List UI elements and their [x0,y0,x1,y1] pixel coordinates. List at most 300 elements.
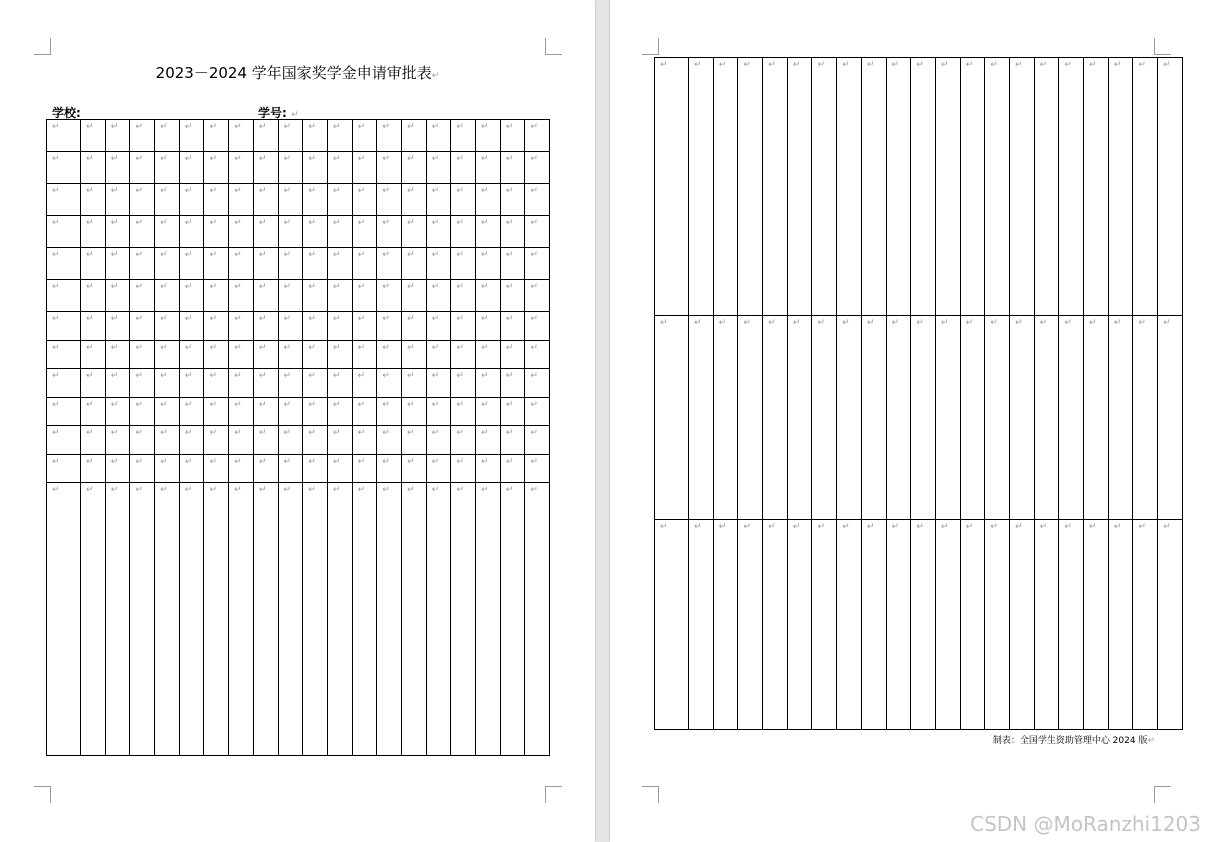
table-cell[interactable] [229,369,254,398]
table-cell[interactable] [105,152,130,184]
table-cell[interactable] [278,369,303,398]
table-cell[interactable] [47,397,81,426]
table-cell[interactable] [278,280,303,312]
table-cell[interactable] [253,280,278,312]
table-cell[interactable] [476,340,501,369]
table-cell[interactable] [985,58,1010,316]
table-cell[interactable] [500,397,525,426]
table-cell[interactable] [47,483,81,756]
table-cell[interactable] [130,280,155,312]
table-cell[interactable] [525,369,550,398]
table-cell[interactable] [155,248,180,280]
table-cell[interactable] [451,483,476,756]
table-cell[interactable] [204,426,229,455]
table-cell[interactable] [81,454,106,483]
table-cell[interactable] [155,397,180,426]
table-cell[interactable] [303,280,328,312]
table-cell[interactable] [47,216,81,248]
table-cell[interactable] [253,397,278,426]
table-cell[interactable] [47,184,81,216]
table-cell[interactable] [155,312,180,341]
table-cell[interactable] [352,184,377,216]
table-cell[interactable] [935,520,960,730]
table-cell[interactable] [451,120,476,152]
table-cell[interactable] [451,152,476,184]
table-cell[interactable] [1009,520,1034,730]
table-cell[interactable] [500,369,525,398]
table-cell[interactable] [327,454,352,483]
table-cell[interactable] [303,152,328,184]
table-cell[interactable] [525,216,550,248]
table-cell[interactable] [837,58,862,316]
table-cell[interactable] [352,312,377,341]
table-cell[interactable] [155,454,180,483]
table-cell[interactable] [401,483,426,756]
table-cell[interactable] [401,152,426,184]
table-cell[interactable] [204,216,229,248]
table-cell[interactable] [81,426,106,455]
table-cell[interactable] [303,369,328,398]
table-cell[interactable] [476,397,501,426]
table-cell[interactable] [278,426,303,455]
table-cell[interactable] [105,454,130,483]
table-cell[interactable] [451,340,476,369]
table-cell[interactable] [204,248,229,280]
table-cell[interactable] [81,312,106,341]
table-cell[interactable] [47,152,81,184]
table-cell[interactable] [738,58,763,316]
table-cell[interactable] [278,216,303,248]
table-cell[interactable] [451,397,476,426]
table-cell[interactable] [303,248,328,280]
table-cell[interactable] [426,184,451,216]
table-cell[interactable] [278,312,303,341]
table-cell[interactable] [377,397,402,426]
table-cell[interactable] [278,397,303,426]
table-cell[interactable] [327,426,352,455]
table-cell[interactable] [47,312,81,341]
table-cell[interactable] [985,316,1010,520]
table-cell[interactable] [303,483,328,756]
table-cell[interactable] [229,483,254,756]
table-cell[interactable] [738,520,763,730]
table-cell[interactable] [303,454,328,483]
table-cell[interactable] [130,397,155,426]
table-cell[interactable] [985,520,1010,730]
table-cell[interactable] [155,340,180,369]
table-cell[interactable] [500,426,525,455]
table-cell[interactable] [476,280,501,312]
table-cell[interactable] [179,454,204,483]
table-cell[interactable] [689,520,714,730]
table-cell[interactable] [911,58,936,316]
table-cell[interactable] [500,248,525,280]
table-cell[interactable] [253,184,278,216]
table-cell[interactable] [525,152,550,184]
table-cell[interactable] [327,184,352,216]
table-cell[interactable] [253,426,278,455]
table-cell[interactable] [476,312,501,341]
table-cell[interactable] [130,152,155,184]
table-cell[interactable] [377,152,402,184]
table-cell[interactable] [179,426,204,455]
table-cell[interactable] [327,280,352,312]
table-cell[interactable] [155,152,180,184]
table-cell[interactable] [229,426,254,455]
table-cell[interactable] [47,248,81,280]
table-cell[interactable] [886,58,911,316]
table-cell[interactable] [500,152,525,184]
table-cell[interactable] [525,454,550,483]
table-cell[interactable] [229,248,254,280]
table-cell[interactable] [204,152,229,184]
table-cell[interactable] [960,58,985,316]
table-cell[interactable] [426,397,451,426]
table-cell[interactable] [1034,520,1059,730]
table-cell[interactable] [500,216,525,248]
table-cell[interactable] [401,426,426,455]
table-cell[interactable] [130,426,155,455]
table-cell[interactable] [886,316,911,520]
table-cell[interactable] [1059,520,1084,730]
table-cell[interactable] [960,520,985,730]
table-cell[interactable] [401,184,426,216]
table-cell[interactable] [1059,58,1084,316]
table-cell[interactable] [155,120,180,152]
table-cell[interactable] [105,369,130,398]
table-cell[interactable] [451,426,476,455]
table-cell[interactable] [401,216,426,248]
table-cell[interactable] [500,312,525,341]
table-cell[interactable] [401,280,426,312]
table-cell[interactable] [426,312,451,341]
table-cell[interactable] [327,397,352,426]
table-cell[interactable] [352,454,377,483]
table-cell[interactable] [81,483,106,756]
table-cell[interactable] [911,520,936,730]
table-cell[interactable] [451,369,476,398]
table-cell[interactable] [525,280,550,312]
table-cell[interactable] [204,120,229,152]
table-cell[interactable] [525,248,550,280]
table-cell[interactable] [1009,58,1034,316]
table-cell[interactable] [525,120,550,152]
table-cell[interactable] [179,340,204,369]
table-cell[interactable] [229,340,254,369]
table-cell[interactable] [377,216,402,248]
table-cell[interactable] [229,216,254,248]
table-cell[interactable] [377,426,402,455]
table-cell[interactable] [451,454,476,483]
table-cell[interactable] [204,397,229,426]
table-cell[interactable] [911,316,936,520]
table-cell[interactable] [476,184,501,216]
table-cell[interactable] [401,397,426,426]
table-cell[interactable] [476,426,501,455]
table-cell[interactable] [886,520,911,730]
table-cell[interactable] [476,454,501,483]
table-cell[interactable] [47,340,81,369]
table-cell[interactable] [303,340,328,369]
table-cell[interactable] [352,369,377,398]
table-cell[interactable] [525,397,550,426]
table-cell[interactable] [179,280,204,312]
table-cell[interactable] [303,120,328,152]
table-cell[interactable] [81,216,106,248]
table-cell[interactable] [155,369,180,398]
table-cell[interactable] [47,454,81,483]
table-cell[interactable] [179,312,204,341]
table-cell[interactable] [525,483,550,756]
table-cell[interactable] [500,340,525,369]
table-cell[interactable] [278,454,303,483]
table-cell[interactable] [426,483,451,756]
table-cell[interactable] [105,184,130,216]
table-cell[interactable] [426,369,451,398]
table-cell[interactable] [130,483,155,756]
table-cell[interactable] [377,280,402,312]
table-cell[interactable] [204,280,229,312]
table-cell[interactable] [81,120,106,152]
table-cell[interactable] [1108,58,1133,316]
table-cell[interactable] [1034,316,1059,520]
table-cell[interactable] [960,316,985,520]
table-cell[interactable] [179,216,204,248]
table-cell[interactable] [155,184,180,216]
table-cell[interactable] [763,58,788,316]
table-cell[interactable] [179,397,204,426]
table-cell[interactable] [130,340,155,369]
table-cell[interactable] [451,184,476,216]
table-cell[interactable] [377,483,402,756]
table-cell[interactable] [689,58,714,316]
table-cell[interactable] [1084,58,1109,316]
table-cell[interactable] [229,152,254,184]
table-cell[interactable] [352,280,377,312]
table-cell[interactable] [525,312,550,341]
table-cell[interactable] [352,426,377,455]
table-cell[interactable] [377,184,402,216]
table-cell[interactable] [327,369,352,398]
table-cell[interactable] [47,369,81,398]
table-cell[interactable] [787,58,812,316]
table-cell[interactable] [426,340,451,369]
table-cell[interactable] [204,184,229,216]
table-cell[interactable] [179,248,204,280]
table-cell[interactable] [787,520,812,730]
table-cell[interactable] [787,316,812,520]
table-cell[interactable] [1084,316,1109,520]
table-cell[interactable] [179,184,204,216]
table-cell[interactable] [500,280,525,312]
table-cell[interactable] [229,184,254,216]
table-cell[interactable] [377,454,402,483]
table-cell[interactable] [327,152,352,184]
table-cell[interactable] [81,248,106,280]
table-cell[interactable] [229,397,254,426]
table-cell[interactable] [401,340,426,369]
table-cell[interactable] [81,280,106,312]
table-cell[interactable] [1009,316,1034,520]
table-cell[interactable] [278,184,303,216]
table-cell[interactable] [476,248,501,280]
table-cell[interactable] [105,120,130,152]
table-cell[interactable] [1059,316,1084,520]
table-cell[interactable] [1158,58,1183,316]
table-cell[interactable] [253,312,278,341]
table-cell[interactable] [525,340,550,369]
table-cell[interactable] [1133,316,1158,520]
table-cell[interactable] [130,248,155,280]
table-cell[interactable] [105,248,130,280]
table-cell[interactable] [935,58,960,316]
table-cell[interactable] [155,483,180,756]
table-cell[interactable] [303,397,328,426]
table-cell[interactable] [451,248,476,280]
table-cell[interactable] [81,369,106,398]
table-cell[interactable] [278,120,303,152]
table-cell[interactable] [451,216,476,248]
table-cell[interactable] [47,280,81,312]
table-cell[interactable] [47,120,81,152]
table-cell[interactable] [81,340,106,369]
table-cell[interactable] [130,184,155,216]
table-cell[interactable] [81,152,106,184]
table-cell[interactable] [377,312,402,341]
table-cell[interactable] [476,369,501,398]
table-cell[interactable] [130,369,155,398]
table-cell[interactable] [525,426,550,455]
table-cell[interactable] [1108,316,1133,520]
table-cell[interactable] [1133,58,1158,316]
table-cell[interactable] [303,216,328,248]
table-cell[interactable] [253,340,278,369]
table-cell[interactable] [278,248,303,280]
table-cell[interactable] [253,248,278,280]
table-cell[interactable] [204,483,229,756]
table-cell[interactable] [500,454,525,483]
table-cell[interactable] [426,426,451,455]
table-cell[interactable] [713,58,738,316]
table-cell[interactable] [401,248,426,280]
table-cell[interactable] [401,369,426,398]
table-cell[interactable] [352,216,377,248]
table-cell[interactable] [352,248,377,280]
table-cell[interactable] [155,426,180,455]
table-cell[interactable] [1034,58,1059,316]
table-cell[interactable] [476,120,501,152]
table-cell[interactable] [713,316,738,520]
table-cell[interactable] [1158,520,1183,730]
table-cell[interactable] [935,316,960,520]
table-cell[interactable] [105,280,130,312]
table-cell[interactable] [352,397,377,426]
table-cell[interactable] [204,312,229,341]
table-cell[interactable] [476,216,501,248]
table-cell[interactable] [105,312,130,341]
table-cell[interactable] [81,397,106,426]
table-cell[interactable] [105,426,130,455]
table-cell[interactable] [655,316,689,520]
table-cell[interactable] [179,152,204,184]
table-cell[interactable] [500,184,525,216]
table-cell[interactable] [105,483,130,756]
table-cell[interactable] [837,520,862,730]
table-cell[interactable] [426,454,451,483]
table-cell[interactable] [812,58,837,316]
table-cell[interactable] [426,152,451,184]
table-cell[interactable] [500,483,525,756]
table-cell[interactable] [253,454,278,483]
table-cell[interactable] [229,312,254,341]
table-cell[interactable] [179,369,204,398]
table-cell[interactable] [352,340,377,369]
table-cell[interactable] [476,152,501,184]
table-cell[interactable] [451,280,476,312]
table-cell[interactable] [1108,520,1133,730]
table-cell[interactable] [377,120,402,152]
table-cell[interactable] [426,120,451,152]
table-cell[interactable] [1133,520,1158,730]
table-cell[interactable] [204,340,229,369]
table-cell[interactable] [105,340,130,369]
table-cell[interactable] [327,340,352,369]
table-cell[interactable] [352,483,377,756]
table-cell[interactable] [713,520,738,730]
table-cell[interactable] [426,216,451,248]
table-cell[interactable] [278,483,303,756]
table-cell[interactable] [426,248,451,280]
table-cell[interactable] [689,316,714,520]
table-cell[interactable] [303,312,328,341]
table-cell[interactable] [105,397,130,426]
table-cell[interactable] [278,340,303,369]
table-cell[interactable] [861,316,886,520]
table-cell[interactable] [426,280,451,312]
table-cell[interactable] [377,369,402,398]
table-cell[interactable] [352,120,377,152]
table-cell[interactable] [303,184,328,216]
table-cell[interactable] [130,312,155,341]
table-cell[interactable] [763,316,788,520]
table-cell[interactable] [327,312,352,341]
table-cell[interactable] [327,248,352,280]
table-cell[interactable] [401,454,426,483]
table-cell[interactable] [204,369,229,398]
table-cell[interactable] [229,120,254,152]
table-cell[interactable] [253,120,278,152]
table-cell[interactable] [763,520,788,730]
table-cell[interactable] [155,280,180,312]
table-cell[interactable] [377,340,402,369]
table-cell[interactable] [861,58,886,316]
table-cell[interactable] [253,152,278,184]
table-cell[interactable] [655,58,689,316]
table-cell[interactable] [401,120,426,152]
table-cell[interactable] [327,483,352,756]
table-cell[interactable] [451,312,476,341]
table-cell[interactable] [155,216,180,248]
table-cell[interactable] [500,120,525,152]
table-cell[interactable] [253,216,278,248]
table-cell[interactable] [812,520,837,730]
table-cell[interactable] [352,152,377,184]
table-cell[interactable] [253,369,278,398]
table-cell[interactable] [278,152,303,184]
table-cell[interactable] [327,216,352,248]
table-cell[interactable] [303,426,328,455]
table-cell[interactable] [130,216,155,248]
